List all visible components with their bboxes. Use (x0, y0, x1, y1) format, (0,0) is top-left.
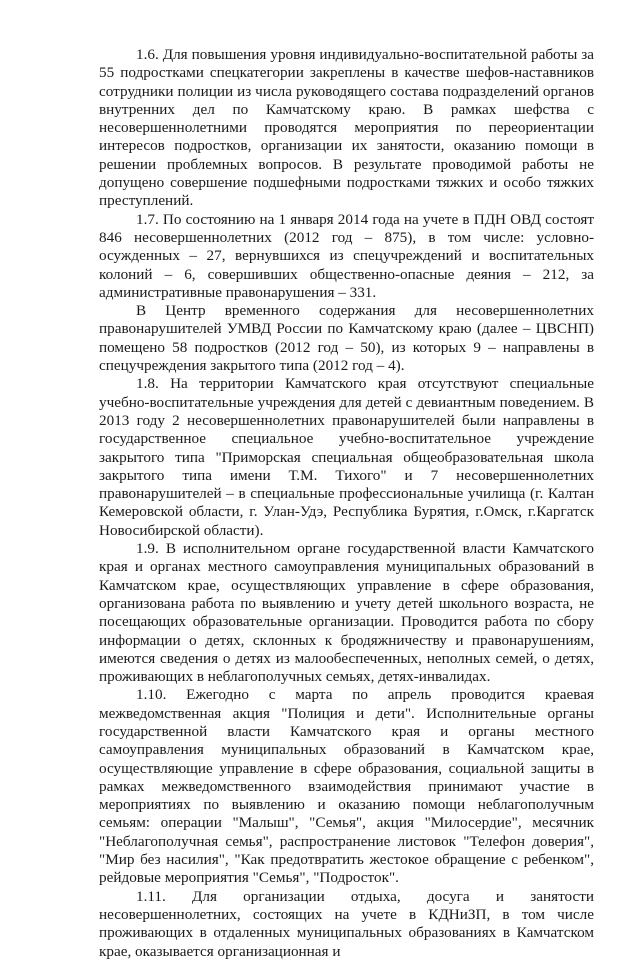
paragraph-1-7: 1.7. По состоянию на 1 января 2014 года на учете в ПДН ОВД состоят 846 несовершеннолетних (2012 год – 875), в том числе: условно-осужденных – 27, вернувшихся из спецучреждений и воспитательных колоний – 6, совершивших общественно-опасные деяния – 212, за административные правонарушения – 331. (99, 210, 594, 301)
paragraph-1-9: 1.9. В исполнительном органе государственной власти Камчатского края и органах местного самоуправления муниципальных образований в Камчатском крае, осуществляющих управление в сфере образования, организована работа по выявлению и учету детей школьного возраста, не посещающих образовательные организации. Проводится работа по сбору информации о детях, склонных к бродяжничеству и правонарушениям, имеются сведения о детях из малообеспеченных, неполных семей, о детях, проживающих в неблагополучных семьях, детях-инвалидах. (99, 540, 594, 686)
paragraph-1-11: 1.11. Для организации отдыха, досуга и занятости несовершеннолетних, состоящих на учете в КДНиЗП, в том числе проживающих в отдаленных муниципальных образованиях в Камчатском крае, оказывается организационная и (99, 887, 594, 960)
paragraph-1-8: 1.8. На территории Камчатского края отсутствуют специальные учебно-воспитательные учреждения для детей с девиантным поведением. В 2013 году 2 несовершеннолетних правонарушителей были направлены в государственное специальное учебно-воспитательное учреждение закрытого типа "Приморская специальная общеобразовательная школа закрытого типа имени Т.М. Тихого" и 7 несовершеннолетних правонарушителей – в специальные профессиональные училища (г. Калтан Кемеровской области, г. Улан-Удэ, Республика Бурятия, г.Омск, г.Каргатск Новосибирской области). (99, 375, 594, 539)
paragraph-1-10: 1.10. Ежегодно с марта по апрель проводится краевая межведомственная акция "Полиция и дети". Исполнительные органы государственной власти Камчатского края и органы местного самоуправления муниципальных образований в Камчатском крае, осуществляющие управление в сфере образования, социальной защиты в рамках межведомственного взаимодействия принимают участие в мероприятиях по выявлению и оказанию помощи неблагополучным семьям: операции "Малыш", "Семья", акция "Милосердие", месячник "Неблагополучная семья", распространение листовок "Телефон доверия", "Мир без насилия", "Как предотвратить жестокое обращение с ребенком", рейдовые мероприятия "Семья", "Подросток". (99, 686, 594, 887)
paragraph-1-6: 1.6. Для повышения уровня индивидуально-воспитательной работы за 55 подростками спецкатегории закреплены в качестве шефов-наставников сотрудники полиции из числа руководящего состава подразделений органов внутренних дел по Камчатскому краю. В рамках шефства с несовершеннолетними проводятся мероприятия по переориентации интересов подростков, организации их занятости, оказанию помощи в решении проблемных вопросов. В результате проводимой работы не допущено совершение подшефными подростками тяжких и особо тяжких преступлений. (99, 46, 594, 210)
paragraph-cvsnp: В Центр временного содержания для несовершеннолетних правонарушителей УМВД России по Камчатскому краю (далее – ЦВСНП) помещено 58 подростков (2012 год – 50), из которых 9 – направлены в спецучреждения закрытого типа (2012 год – 4). (99, 302, 594, 375)
